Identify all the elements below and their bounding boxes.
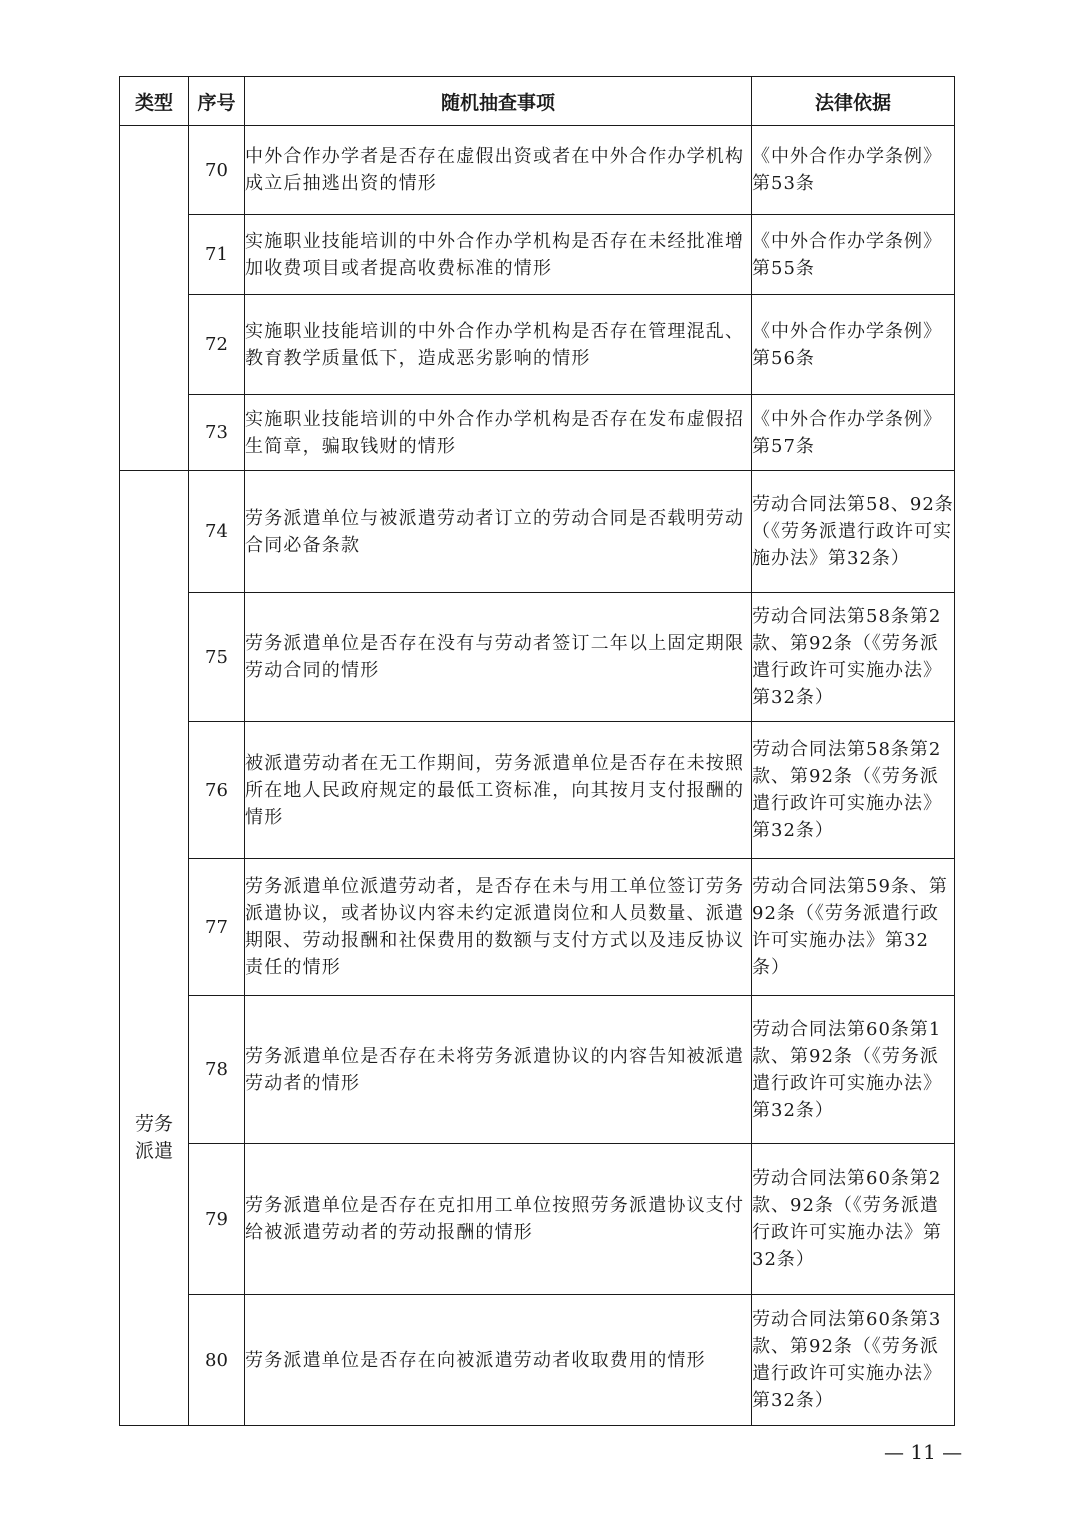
type-cell-labor-dispatch (120, 471, 189, 1426)
table-row (120, 1144, 955, 1295)
seq-cell: 76 (189, 722, 245, 859)
item-cell: 劳务派遣单位是否存在没有与劳动者签订二年以上固定期限劳动合同的情形 (245, 593, 752, 722)
header-item: 随机抽查事项 (245, 77, 752, 126)
page-number: — 11 — (884, 1440, 963, 1464)
item-cell: 实施职业技能培训的中外合作办学机构是否存在发布虚假招生简章，骗取钱财的情形 (245, 395, 752, 471)
table-row (120, 395, 955, 471)
seq-cell: 71 (189, 215, 245, 295)
item-cell: 劳务派遣单位是否存在克扣用工单位按照劳务派遣协议支付给被派遣劳动者的劳动报酬的情形 (245, 1144, 752, 1295)
item-cell: 劳务派遣单位派遣劳动者，是否存在未与用工单位签订劳务派遣协议，或者协议内容未约定派遣岗位和人员数量、派遣期限、劳动报酬和社保费用的数额与支付方式以及违反协议责任的情形 (245, 859, 752, 996)
law-cell: 劳动合同法第58条第2款、第92条（《劳务派遣行政许可实施办法》第32条） (752, 593, 955, 722)
table-row (120, 126, 955, 215)
table-header-row (120, 77, 955, 126)
law-cell: 劳动合同法第59条、第92条（《劳务派遣行政许可实施办法》第32条） (752, 859, 955, 996)
law-cell: 《中外合作办学条例》第55条 (752, 215, 955, 295)
item-cell: 劳务派遣单位与被派遣劳动者订立的劳动合同是否载明劳动合同必备条款 (245, 471, 752, 593)
table-row (120, 295, 955, 395)
type-label: 劳务派遣 (134, 1113, 173, 1162)
header-seq: 序号 (189, 77, 245, 126)
law-cell: 《中外合作办学条例》第53条 (752, 126, 955, 215)
law-cell: 劳动合同法第58、92条（《劳务派遣行政许可实施办法》第32条） (752, 471, 955, 593)
law-cell: 劳动合同法第60条第2款、92条（《劳务派遣行政许可实施办法》第32条） (752, 1144, 955, 1295)
seq-cell: 74 (189, 471, 245, 593)
table-row (120, 996, 955, 1144)
seq-cell: 77 (189, 859, 245, 996)
law-cell: 劳动合同法第60条第3款、第92条（《劳务派遣行政许可实施办法》第32条） (752, 1295, 955, 1426)
item-cell: 劳务派遣单位是否存在向被派遣劳动者收取费用的情形 (245, 1295, 752, 1426)
type-cell (120, 126, 189, 471)
inspection-items-table (119, 76, 955, 1426)
item-cell: 实施职业技能培训的中外合作办学机构是否存在未经批准增加收费项目或者提高收费标准的情形 (245, 215, 752, 295)
seq-cell: 75 (189, 593, 245, 722)
item-cell: 实施职业技能培训的中外合作办学机构是否存在管理混乱、教育教学质量低下，造成恶劣影响的情形 (245, 295, 752, 395)
table-row (120, 722, 955, 859)
table-row (120, 471, 955, 593)
seq-cell: 78 (189, 996, 245, 1144)
law-cell: 劳动合同法第58条第2款、第92条（《劳务派遣行政许可实施办法》第32条） (752, 722, 955, 859)
header-law: 法律依据 (752, 77, 955, 126)
table-row (120, 859, 955, 996)
table-row (120, 593, 955, 722)
seq-cell: 72 (189, 295, 245, 395)
item-cell: 中外合作办学者是否存在虚假出资或者在中外合作办学机构成立后抽逃出资的情形 (245, 126, 752, 215)
seq-cell: 80 (189, 1295, 245, 1426)
header-type: 类型 (120, 77, 189, 126)
law-cell: 劳动合同法第60条第1款、第92条（《劳务派遣行政许可实施办法》第32条） (752, 996, 955, 1144)
seq-cell: 79 (189, 1144, 245, 1295)
seq-cell: 73 (189, 395, 245, 471)
item-cell: 劳务派遣单位是否存在未将劳务派遣协议的内容告知被派遣劳动者的情形 (245, 996, 752, 1144)
seq-cell: 70 (189, 126, 245, 215)
item-cell: 被派遣劳动者在无工作期间，劳务派遣单位是否存在未按照所在地人民政府规定的最低工资标准，向其按月支付报酬的情形 (245, 722, 752, 859)
table-row (120, 215, 955, 295)
law-cell: 《中外合作办学条例》第56条 (752, 295, 955, 395)
table-row (120, 1295, 955, 1426)
law-cell: 《中外合作办学条例》第57条 (752, 395, 955, 471)
